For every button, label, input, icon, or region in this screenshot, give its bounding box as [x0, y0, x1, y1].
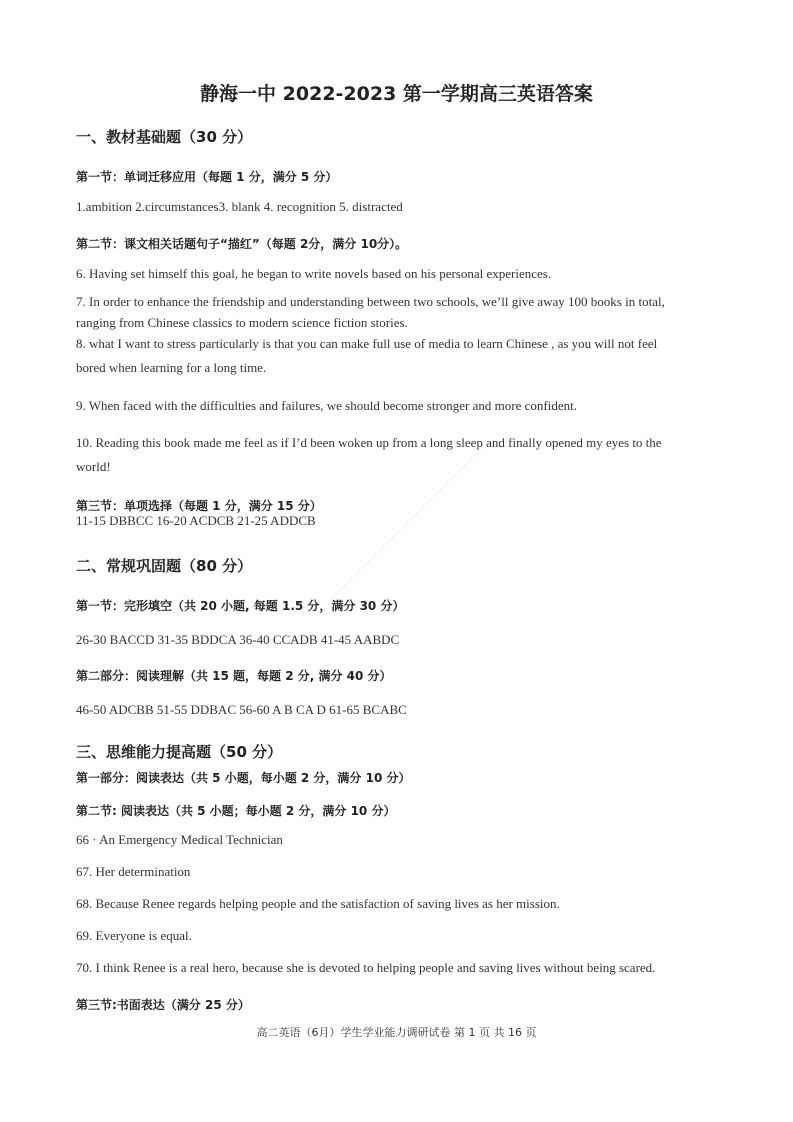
s3-part1-heading: 第一部分：阅读表达（共 5 小题，每小题 2 分，满分 10 分）	[76, 771, 411, 785]
s3-part2-heading: 第二节: 阅读表达（共 5 小题；每小题 2 分，满分 10 分）	[76, 804, 396, 818]
answer-line: 10. Reading this book made me feel as if I’d been woken up from a long sleep and finally opened my eyes to the	[76, 435, 662, 450]
answer-line: ranging from Chinese classics to modern science fiction stories.	[76, 315, 408, 330]
section-2-heading: 二、常规巩固题（80 分）	[76, 557, 253, 575]
answer-line: bored when learning for a long time.	[76, 360, 267, 375]
answer-line: 9. When faced with the difficulties and failures, we should become stronger and more confident.	[76, 398, 577, 413]
page-title: 静海一中 2022-2023 第一学期高三英语答案	[200, 83, 593, 105]
s2-part2-answers: 46-50 ADCBB 51-55 DDBAC 56-60 A B CA D 61-65 BCABC	[76, 702, 407, 717]
s3-part3-heading: 第三节:书面表达（满分 25 分）	[76, 998, 250, 1012]
answer-line: 70. I think Renee is a real hero, because she is devoted to helping people and saving lives without being scared.	[76, 960, 656, 975]
s1-part3-heading: 第三节：单项选择（每题 1 分，满分 15 分）	[76, 499, 322, 513]
answer-line: 68. Because Renee regards helping people and the satisfaction of saving lives as her mission.	[76, 896, 560, 911]
answer-line: 7. In order to enhance the friendship and understanding between two schools, we’ll give away 100 books in total,	[76, 294, 665, 309]
s1-part3-answers: 11-15 DBBCC 16-20 ACDCB 21-25 ADDCB	[76, 513, 316, 528]
faint-watermark	[332, 443, 489, 600]
s2-part1-heading: 第一节：完形填空（共 20 小题, 每题 1.5 分，满分 30 分）	[76, 599, 405, 613]
section-3-heading: 三、思维能力提高题（50 分）	[76, 743, 283, 761]
answer-line: 66 · An Emergency Medical Technician	[76, 832, 283, 847]
answer-line: 67. Her determination	[76, 864, 191, 879]
answer-line: 6. Having set himself this goal, he began to write novels based on his personal experiences.	[76, 266, 552, 281]
s2-part2-heading: 第二部分：阅读理解（共 15 题，每题 2 分, 满分 40 分）	[76, 669, 392, 683]
s1-part1-heading: 第一节：单词迁移应用（每题 1 分，满分 5 分）	[76, 170, 338, 184]
s1-part2-heading: 第二节：课文相关话题句子“描红”（每题 2分，满分 10分）。	[76, 237, 408, 251]
s2-part1-answers: 26-30 BACCD 31-35 BDDCA 36-40 CCADB 41-45 AABDC	[76, 632, 400, 647]
answer-line: 8. what I want to stress particularly is that you can make full use of media to learn Chinese , as you will not feel	[76, 336, 658, 351]
answer-line: world!	[76, 459, 111, 474]
section-1-heading: 一、教材基础题（30 分）	[76, 128, 253, 146]
answer-line: 69. Everyone is equal.	[76, 928, 192, 943]
page-footer: 高二英语（6月）学生学业能力调研试卷 第 1 页 共 16 页	[256, 1026, 537, 1039]
s1-part1-answers: 1.ambition 2.circumstances3. blank 4. recognition 5. distracted	[76, 199, 403, 214]
